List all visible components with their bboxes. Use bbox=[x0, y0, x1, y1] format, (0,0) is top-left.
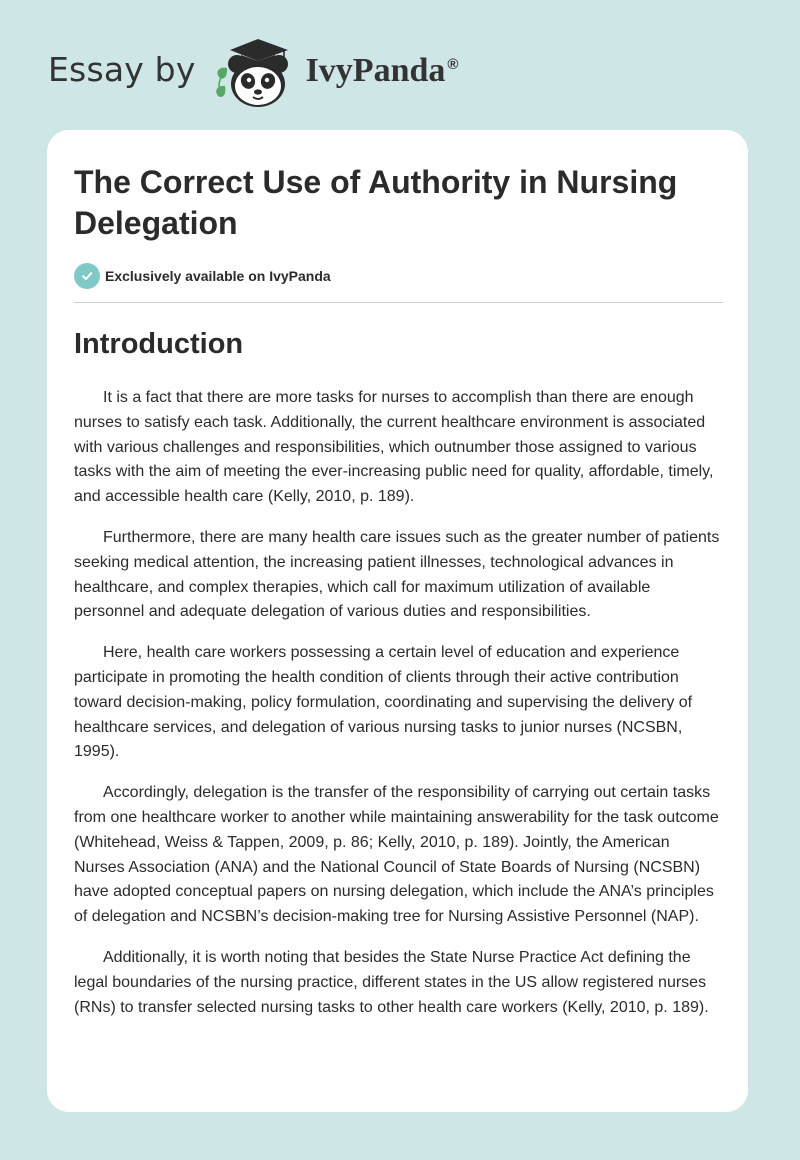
paragraph: Furthermore, there are many health care issues such as the greater number of patients seeking medical attention, the increasing patient illnesses, technological advances in healthcare, and complex therapies, which call for maximum utilization of available personnel and adequate delegation of various duties and responsibilities. bbox=[74, 528, 720, 621]
essay-title: The Correct Use of Authority in Nursing Delegation bbox=[74, 164, 678, 241]
essay-card bbox=[47, 130, 748, 1112]
brand-prefix: Essay by bbox=[48, 49, 196, 89]
paragraph: Here, health care workers possessing a certain level of education and experience participate in promoting the health condition of clients through their active contribution toward decision-making, policy formulation, coordinating and supervising the delivery of healthcare services, and delegation of various nursing tasks to junior nurses (NCSBN, 1995). bbox=[74, 644, 693, 761]
essay-body bbox=[74, 386, 724, 1036]
section-heading-introduction: Introduction bbox=[74, 328, 244, 360]
exclusive-badge bbox=[74, 263, 331, 289]
panda-graduate-logo-icon[interactable] bbox=[210, 34, 302, 110]
site-header bbox=[48, 34, 458, 110]
paragraph: Additionally, it is worth noting that besides the State Nurse Practice Act defining the legal boundaries of the nursing practice, different states in the US allow registered nurses (RNs) to transfer selected nursing tasks to other health care workers (Kelly, 2010, p. 189). bbox=[74, 948, 709, 1016]
check-circle-icon bbox=[74, 263, 100, 289]
paragraph: Accordingly, delegation is the transfer of the responsibility of carrying out certain tasks from one healthcare worker to another while maintaining answerability for the task outcome (Whitehead, Weiss & Tappen, 2009, p. 86; Kelly, 2010, p. 189). Jointly, the American Nurses Association (ANA) and the National Council of State Boards of Nursing (NCSBN) have adopted conceptual papers on nursing delegation, which include the ANA’s principles of delegation and NCSBN’s decision-making tree for Nursing Assistive Personnel (NAP). bbox=[74, 784, 719, 926]
registered-mark: ® bbox=[447, 55, 459, 73]
paragraph: It is a fact that there are more tasks for nurses to accomplish than there are enough nurses to satisfy each task. Additionally, the current healthcare environment is associated with various challenges and responsibilities, which outnumber those assigned to various tasks with the aim of meeting the ever-increasing public need for quality, affordable, timely, and accessible health care (Kelly, 2010, p. 189). bbox=[74, 389, 714, 506]
brand-name[interactable]: IvyPanda ® bbox=[305, 52, 459, 89]
divider bbox=[74, 302, 723, 303]
exclusive-badge-label: Exclusively available on IvyPanda bbox=[105, 268, 331, 284]
